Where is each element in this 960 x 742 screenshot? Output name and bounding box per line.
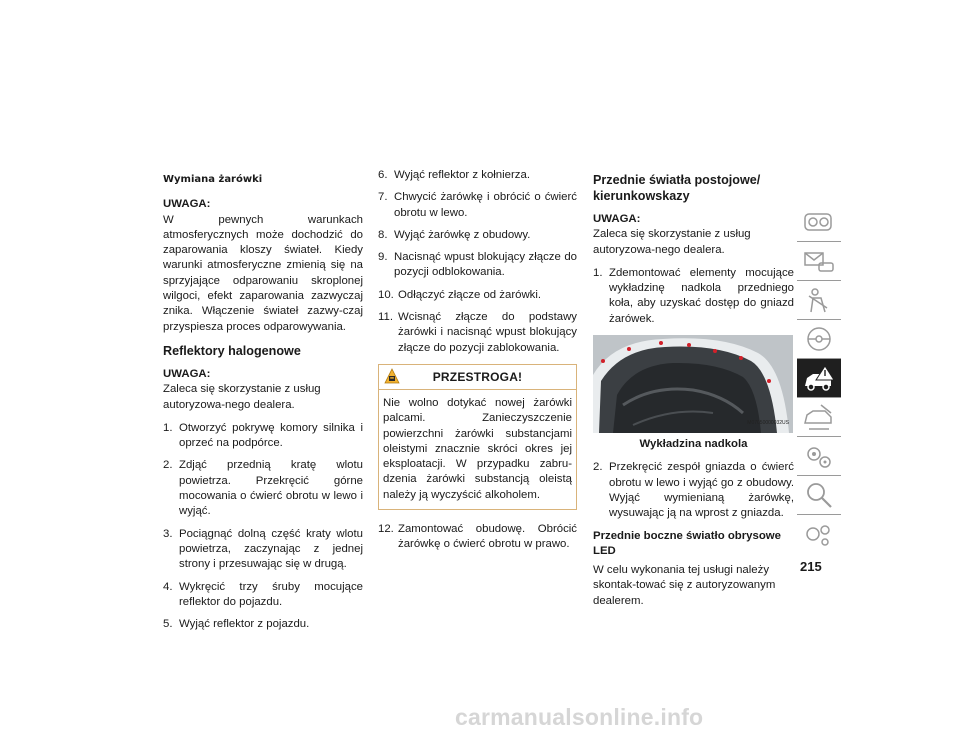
page-number: 215 (800, 559, 822, 574)
step-text: Wyjąć reflektor z pojazdu. (179, 618, 310, 631)
watermark: carmanualsonline.info (455, 704, 704, 730)
sidebar-tab[interactable] (797, 398, 841, 437)
heading-parking-lights: Przednie światła postojowe/ kierunkowskazy (593, 173, 761, 203)
steps-list (378, 522, 577, 553)
list-item (593, 460, 794, 521)
wheel-liner-figure (593, 335, 793, 433)
subheading-led: Przednie boczne światło obrysowe LED (593, 529, 781, 557)
sidebar-tab-active[interactable] (797, 359, 841, 398)
steps-list (593, 266, 794, 327)
note-text: Zaleca się skorzystanie z usług autoryzowa-nego dealera. (163, 383, 321, 411)
step-text: Zdjąć przednią kratę wlotu powietrza. Przekręcić górne mocowania o ćwierć obrotu w lewo i wyjąć. (179, 459, 363, 518)
step-text: Przekręcić zespół gniazda o ćwierć obrotu w lewo i wyjąć go z obudowy. Wyjąć wymienianą żarówkę, wysuwając ją na wprost z gniazda. (609, 461, 794, 520)
car-warning-icon (801, 362, 837, 394)
mail-car-icon (801, 245, 837, 277)
sidebar-tab[interactable] (797, 242, 841, 281)
gears-maintenance-icon (801, 440, 837, 472)
list-item (163, 617, 363, 632)
final-text: W celu wykonania tej usługi należy skontak-tować się z autoryzowanym dealerem. (593, 564, 776, 607)
list-item (378, 250, 577, 281)
list-item (378, 190, 577, 221)
steering-wheel-icon (801, 323, 837, 355)
step-text: Wykręcić trzy śruby mocujące reflektor do pojazdu. (179, 580, 363, 608)
seatbelt-airbag-icon (801, 284, 837, 316)
sidebar-tab[interactable] (797, 320, 841, 359)
step-number: 6. (378, 169, 388, 181)
sidebar-tab[interactable] (797, 515, 841, 553)
note-label: UWAGA: (163, 198, 211, 211)
sidebar-tab[interactable] (797, 437, 841, 476)
step-text: Nacisnąć wpust blokujący złącze do pozycji odblokowania. (394, 251, 577, 279)
list-item (378, 168, 577, 183)
list-item (378, 522, 577, 553)
warning-box (378, 364, 577, 510)
list-item (163, 527, 363, 573)
step-number: 4. (163, 580, 173, 593)
step-text: Odłączyć złącze od żarówki. (398, 288, 542, 301)
list-item (378, 228, 577, 243)
step-text: Pociągnąć dolną część kraty wlotu powietrza, zaczynając z jednej strony i przesuwając się w drugą. (179, 527, 363, 571)
note-label: UWAGA: (593, 213, 641, 225)
warning-header (379, 365, 576, 390)
step-number: 1. (593, 266, 603, 279)
step-text: Chwycić żarówkę i obrócić o ćwierć obrotu w lewo. (394, 191, 577, 219)
step-number: 12. (378, 523, 394, 536)
figure-id: M07050000032US (747, 419, 789, 426)
step-number: 8. (378, 228, 388, 241)
step-number: 2. (593, 461, 603, 474)
note-text: Zaleca się skorzystanie z usług autoryzowa-nego dealera. (593, 228, 751, 256)
list-item (378, 288, 577, 303)
car-service-icon (801, 401, 837, 433)
step-number: 7. (378, 191, 388, 204)
step-number: 5. (163, 618, 173, 631)
list-item (163, 458, 363, 519)
list-item (163, 421, 363, 452)
sidebar-tab[interactable] (797, 203, 841, 242)
sidebar-tab[interactable] (797, 476, 841, 515)
section-title: Wymiana żarówki (163, 174, 263, 185)
step-number: 9. (378, 251, 388, 264)
steps-list (593, 460, 794, 521)
chapter-sidebar (797, 203, 841, 553)
step-text: Wcisnąć złącze do podstawy żarówki i nacisnąć wpust blokujący złącze do pozycji zablokowania. (398, 311, 577, 354)
language-settings-icon (801, 518, 837, 550)
step-text: Otworzyć pokrywę komory silnika i oprzeć na podpórce. (179, 421, 363, 450)
column-2 (378, 168, 577, 560)
sidebar-tab[interactable] (797, 281, 841, 320)
note-label: UWAGA: (163, 367, 211, 380)
list-item (163, 580, 363, 611)
step-text: Wyjąć reflektor z kołnierza. (394, 169, 530, 181)
step-number: 10. (378, 288, 394, 301)
note-text: W pewnych warunkach atmosferycznych może dochodzić do zaparowania kloszy świateł. Kiedy warunki atmosferyczne zmienią się na sprzyjające odparowaniu skroplonej wilgoci, efekt zaparowania zazwyczaj znika. Włączenie świateł zazwy-czaj przyspiesza proces odparowywania. (163, 213, 363, 333)
column-1 (163, 168, 363, 639)
figure-caption: Wykładzina nadkola (639, 438, 748, 451)
column-3 (593, 168, 794, 617)
step-number: 1. (163, 421, 173, 434)
step-number: 2. (163, 459, 173, 472)
step-number: 11. (378, 311, 393, 324)
search-index-icon (801, 479, 837, 511)
step-text: Wyjąć żarówkę z obudowy. (394, 228, 531, 241)
list-item (593, 266, 794, 327)
caution-icon (384, 368, 400, 384)
step-text: Zamontować obudowę. Obrócić żarówkę o ćwierć obrotu w prawo. (398, 523, 577, 551)
steps-list (163, 421, 363, 633)
warning-text: Nie wolno dotykać nowej żarówki palcami. Zanieczyszczenie powierzchni żarówki substancjami oleistymi znacznie skróci okres jej eksploatacji. W przypadku zabru-dzenia żarówki substancją oleistą należy ją wyczyścić alkoholem. (383, 396, 572, 501)
warning-title: PRZESTROGA! (432, 369, 523, 384)
step-number: 3. (163, 527, 173, 540)
steps-list (378, 168, 577, 356)
step-text: Zdemontować elementy mocujące wykładzinę nadkola przedniego koła, aby uzyskać dostęp do gniazd żarówek. (609, 266, 794, 325)
heading-halogen: Reflektory halogenowe (163, 343, 301, 358)
car-dashboard-icon (801, 206, 837, 238)
list-item (378, 310, 577, 356)
